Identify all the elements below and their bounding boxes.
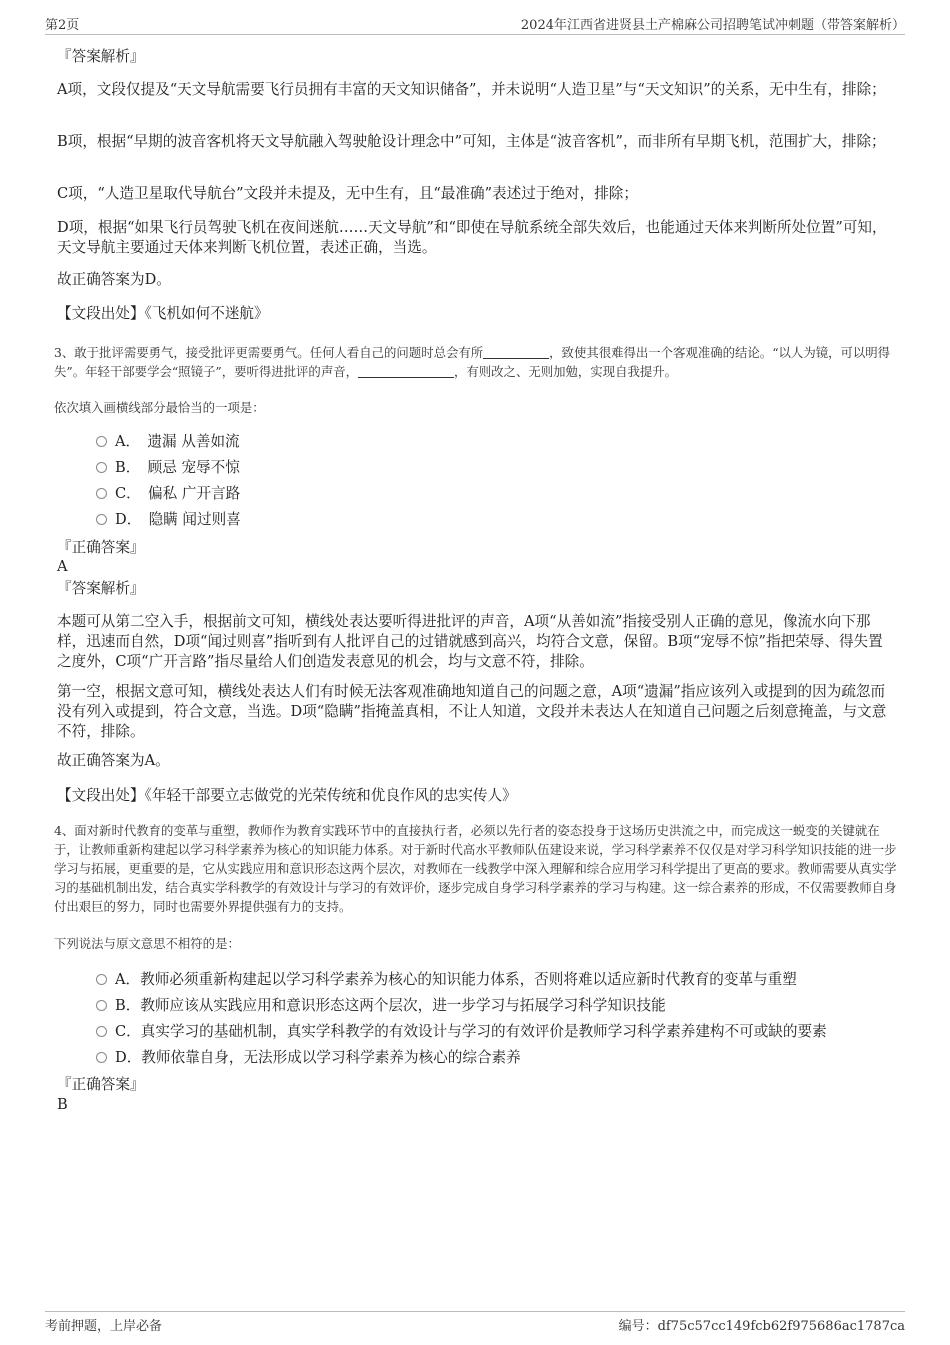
radio-icon[interactable] (96, 436, 107, 447)
document-code: 编号：df75c57cc149fcb62f975686ac1787ca (618, 1319, 905, 1334)
page-header (45, 14, 905, 35)
blank-2 (358, 365, 454, 378)
q3-answer-label: 『正确答案』 (57, 539, 145, 556)
q3-analysis-2: 第一空，根据文意可知，横线处表达人们有时候无法客观准确地知道自己的问题之意，A项“遗漏”指应该列入或提到的因为疏忽而没有列入或提到，符合文意，当选。D项“隐瞒”指掩盖真相，不让人知道，文段并未表达人在知道自己问题之后刻意掩盖，与文意不符，排除。 (57, 683, 887, 740)
q3-prompt: 依次填入画横线部分最恰当的一项是： (54, 400, 265, 415)
q4-prompt: 下列说法与原文意思不相符的是： (54, 936, 240, 951)
q3-option-d[interactable]: D． 隐瞒 闻过则喜 (96, 510, 241, 530)
q4-stem: 4、面对新时代教育的变革与重塑，教师作为教育实践环节中的直接执行者，必须以先行者的姿态投身于这场历史洪流之中，而完成这一蜕变的关键就在于，让教师重新构建起以学习科学素养为核心的知识能力体系。对于新时代高水平教师队伍建设来说，学习科学素养不仅仅是对学习科学知识技能的进一步学习与拓展，更重要的是，它从实践应用和意识形态这两个层次，对教师在一线教学中深入理解和综合应用学习科学提出了更高的要求。教师需要从真实学习的基础机制出发，结合真实学科教学的有效设计与学习的有效评价，逐步完成自身学习科学素养的学习与构建。这一综合素养的形成，不仅需要教师自身付出艰巨的努力，同时也需要外界提供强有力的支持。 (54, 823, 897, 914)
q2-source: 【文段出处】《飞机如何不迷航》 (57, 305, 269, 322)
q4-option-a[interactable]: A．教师必须重新构建起以学习科学素养为核心的知识能力体系，否则将难以适应新时代教育的变革与重塑 (96, 970, 797, 990)
radio-icon[interactable] (96, 974, 107, 985)
document-title: 2024年江西省进贤县土产棉麻公司招聘笔试冲刺题（带答案解析） (520, 18, 905, 33)
q4-answer: B (57, 1096, 68, 1113)
q3-analysis-1: 本题可从第二空入手，根据前文可知，横线处表达要听得进批评的声音，A项“从善如流”指接受别人正确的意见，像流水向下那样，迅速而自然，D项“闻过则喜”指听到有人批评自己的过错就感到高兴，均符合文意，保留。B项“宠辱不惊”指把荣辱、得失置之度外，C项“广开言路”指尽量给人们创造发表意见的机会，均与文意不符，排除。 (57, 613, 883, 670)
radio-icon[interactable] (96, 1026, 107, 1037)
footer-slogan: 考前押题，上岸必备 (45, 1319, 163, 1334)
q4-option-d[interactable]: D．教师依靠自身，无法形成以学习科学素养为核心的综合素养 (96, 1048, 521, 1068)
radio-icon[interactable] (96, 1000, 107, 1011)
q2-conclusion: 故正确答案为D。 (57, 271, 171, 288)
q4-option-b[interactable]: B．教师应该从实践应用和意识形态这两个层次，进一步学习与拓展学习科学知识技能 (96, 996, 666, 1016)
q3-answer: A (57, 558, 68, 575)
q3-conclusion: 故正确答案为A。 (57, 752, 170, 769)
radio-icon[interactable] (96, 462, 107, 473)
radio-icon[interactable] (96, 514, 107, 525)
q4-option-c[interactable]: C．真实学习的基础机制，真实学科教学的有效设计与学习的有效评价是教师学习科学素养建构不可或缺的要素 (96, 1022, 827, 1042)
blank-1 (483, 346, 549, 359)
q3-option-b[interactable]: B． 顾忌 宠辱不惊 (96, 458, 240, 478)
q2-analysis-b: B项，根据“早期的波音客机将天文导航融入驾驶舱设计理念中”可知，主体是“波音客机”，而非所有早期飞机，范围扩大，排除； (57, 133, 886, 150)
q3-source: 【文段出处】《年轻干部要立志做党的光荣传统和优良作风的忠实传人》 (57, 787, 517, 804)
q2-analysis-c: C项，“人造卫星取代导航台”文段并未提及，无中生有，且“最准确”表述过于绝对，排除； (57, 185, 638, 202)
q2-analysis-a: A项，文段仅提及“天文导航需要飞行员拥有丰富的天文知识储备”，并未说明“人造卫星”与“天文知识”的关系，无中生有，排除； (57, 81, 886, 98)
q4-answer-label: 『正确答案』 (57, 1076, 145, 1093)
q3-option-a[interactable]: A． 遗漏 从善如流 (96, 432, 240, 452)
page-number: 第2页 (45, 18, 80, 33)
q2-analysis-label: 『答案解析』 (57, 48, 145, 65)
q3-option-c[interactable]: C． 偏私 广开言路 (96, 484, 240, 504)
q2-analysis-d: D项，根据“如果飞行员驾驶飞机在夜间迷航……天文导航”和“即使在导航系统全部失效后，也能通过天体来判断所处位置”可知，天文导航主要通过天体来判断飞机位置，表述正确，当选。 (57, 219, 887, 256)
q3-stem: 3、敢于批评需要勇气，接受批评更需要勇气。任何人看自己的问题时总会有所 ，致使其很难得出一个客观准确的结论。“以人为镜，可以明得失”。年轻干部要学会“照镜子”，要听得进批评的声音， ，有则改之、无则加勉，实现自我提升。 (54, 345, 891, 379)
page-footer (45, 1311, 905, 1335)
q3-analysis-label: 『答案解析』 (57, 580, 145, 597)
radio-icon[interactable] (96, 488, 107, 499)
radio-icon[interactable] (96, 1052, 107, 1063)
